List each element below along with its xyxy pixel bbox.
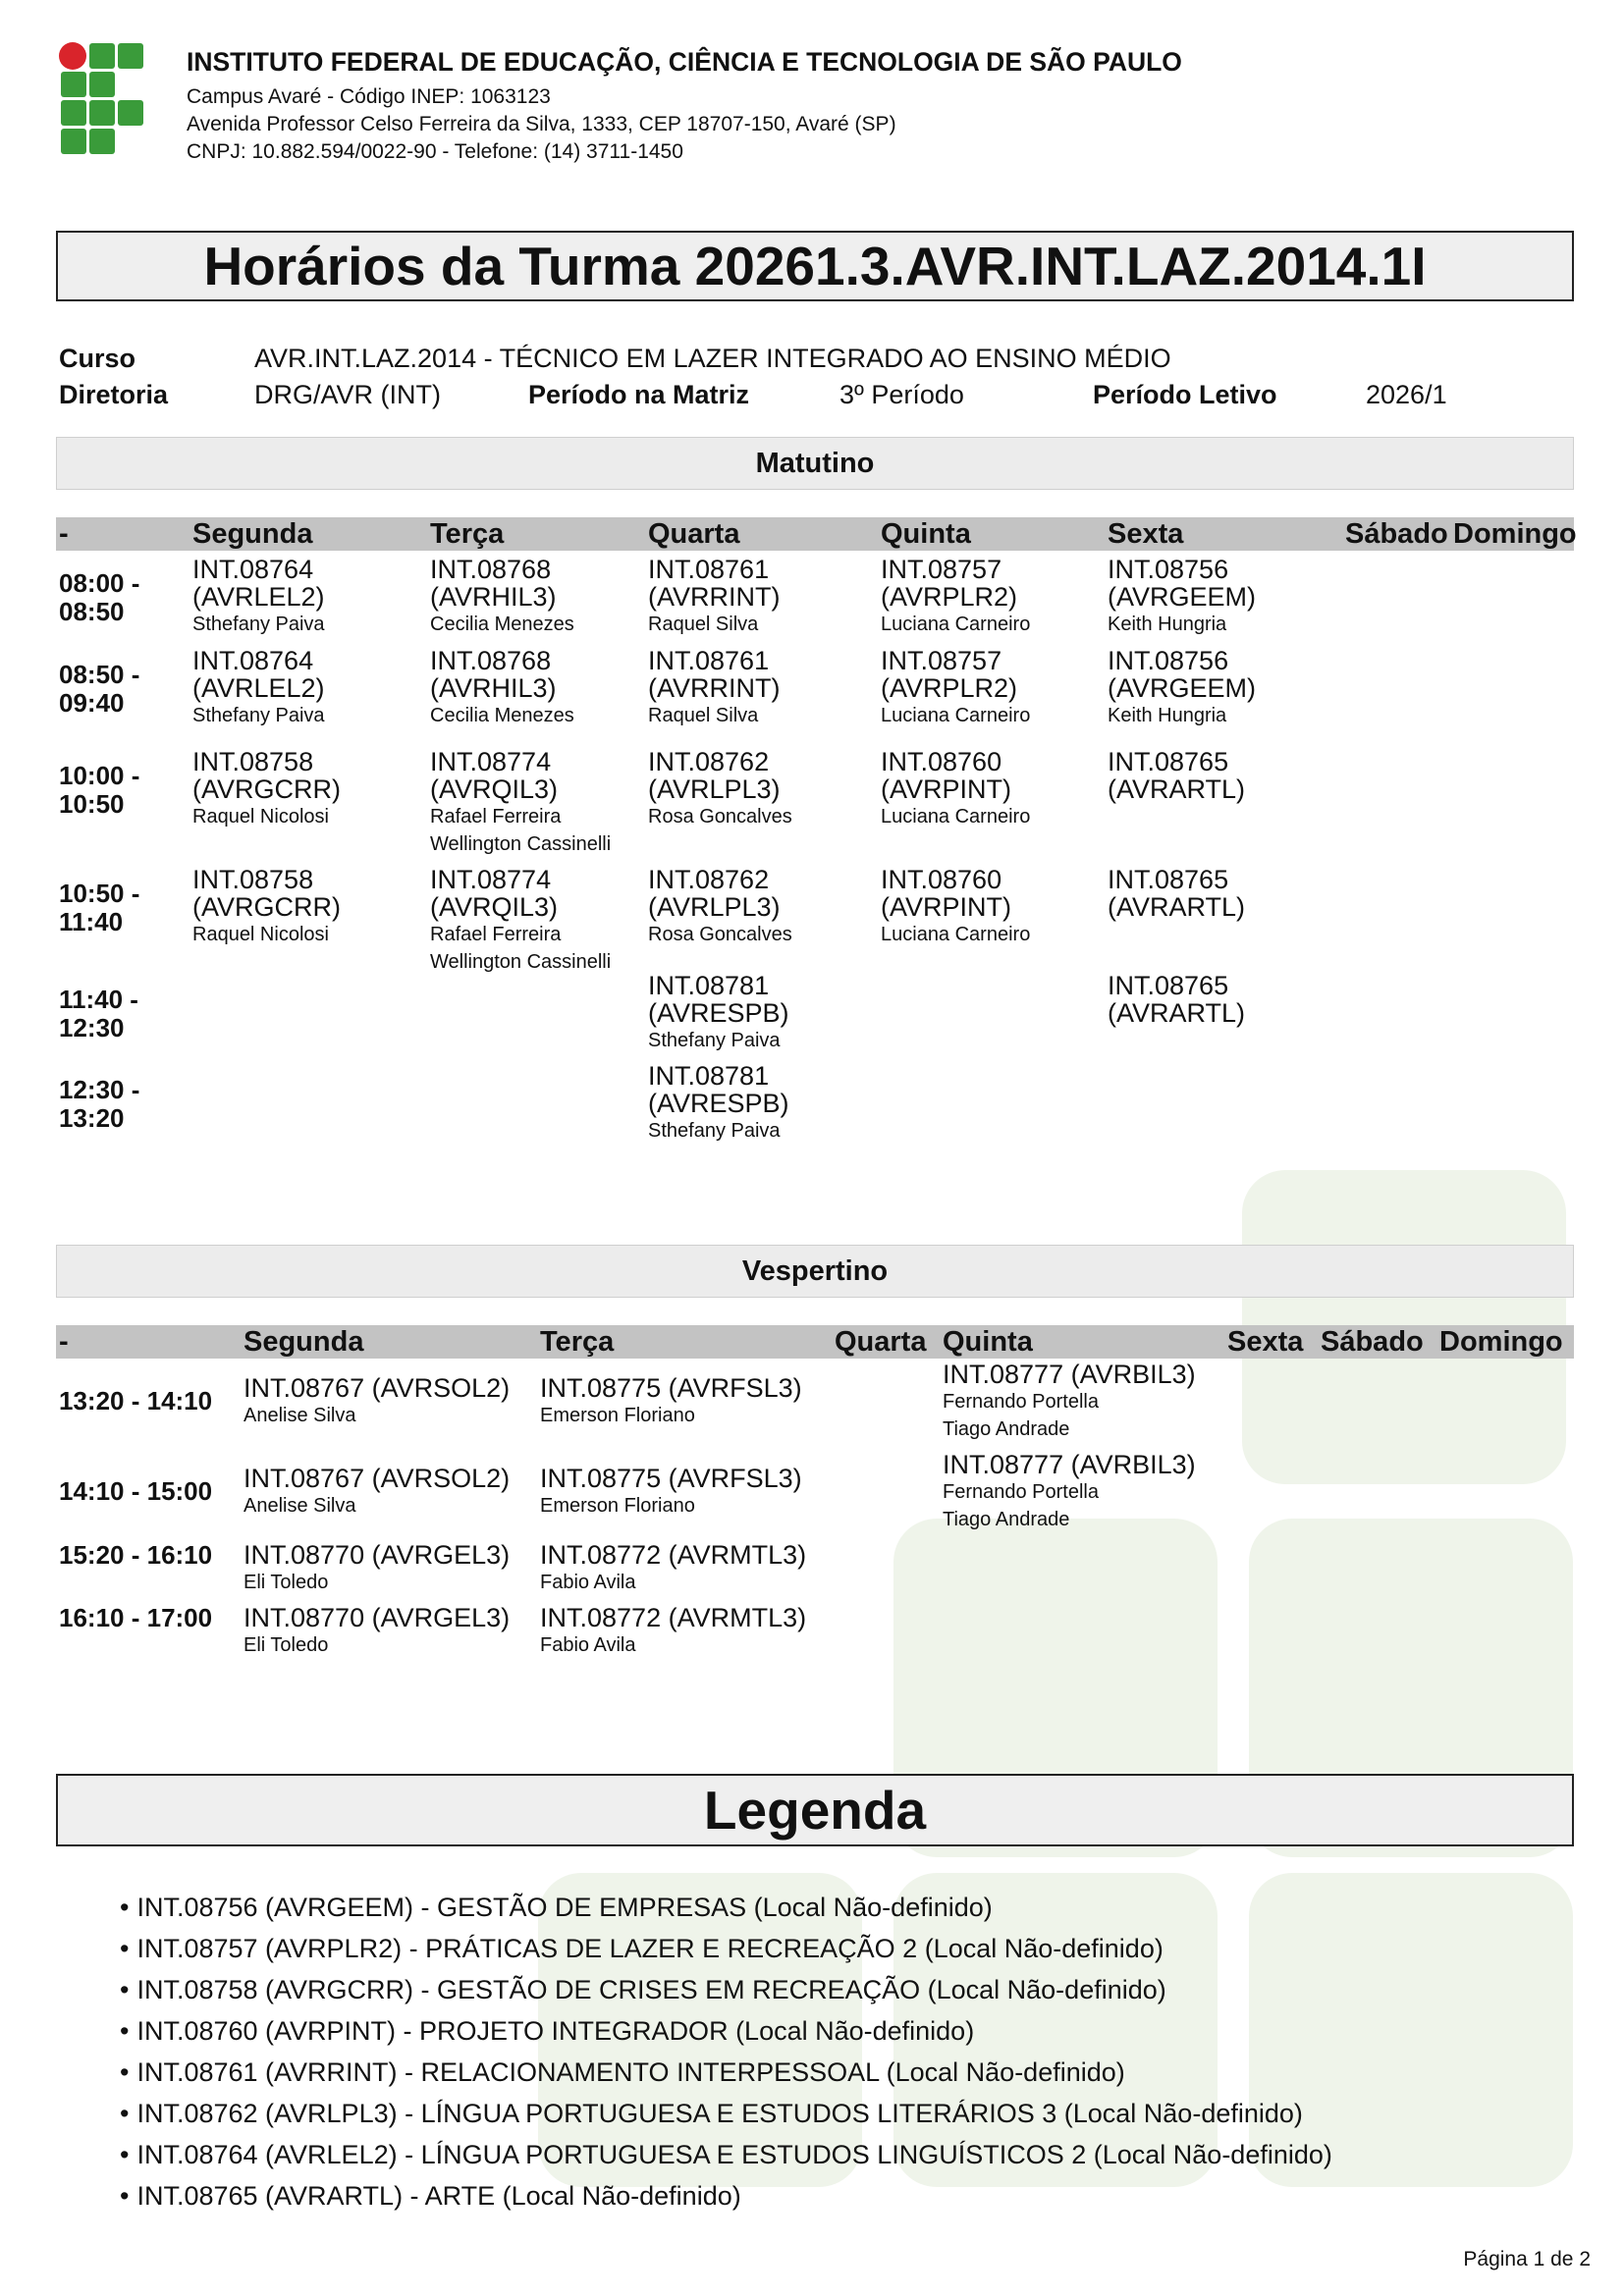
time-slot: 08:00 - 08:50 <box>59 568 140 626</box>
column-header-terça: Terça <box>430 518 505 550</box>
teacher-name: Rosa Goncalves <box>648 806 792 828</box>
teacher-name: Wellington Cassinelli <box>430 951 612 973</box>
address-line: Avenida Professor Celso Ferreira da Silva, 1333, CEP 18707-150, Avaré (SP) <box>187 113 896 135</box>
course-code: INT.08756 <box>1108 555 1229 584</box>
teacher-name: Keith Hungria <box>1108 614 1227 635</box>
course-code: INT.08781 <box>648 971 770 1000</box>
campus-line: Campus Avaré - Código INEP: 1063123 <box>187 85 551 108</box>
course-code: INT.08774 <box>430 747 552 776</box>
column-header-time: - <box>59 1326 69 1358</box>
time-slot: 10:50 - 11:40 <box>59 879 140 936</box>
teacher-name: Fabio Avila <box>540 1634 636 1656</box>
teacher-name: Rosa Goncalves <box>648 924 792 945</box>
time-slot: 16:10 - 17:00 <box>59 1603 213 1632</box>
course-code: INT.08757 <box>881 646 1002 675</box>
teacher-name: Luciana Carneiro <box>881 924 1031 945</box>
class-cell <box>430 866 611 976</box>
course-abbr: (AVRPINT) <box>881 892 1011 922</box>
course-code: INT.08758 <box>192 747 314 776</box>
column-header-segunda: Segunda <box>192 518 313 550</box>
teacher-name: Rafael Ferreira <box>430 806 562 828</box>
curso-label: Curso <box>59 344 136 373</box>
periodo-letivo-label: Período Letivo <box>1093 380 1277 409</box>
class-cell <box>244 1604 510 1659</box>
column-header-domingo: Domingo <box>1453 518 1577 550</box>
course-code: INT.08761 <box>648 646 770 675</box>
class-cell <box>648 748 792 830</box>
column-header-time: - <box>59 518 69 550</box>
teacher-name: Raquel Nicolosi <box>192 924 329 945</box>
time-slot: 10:00 - 10:50 <box>59 761 140 819</box>
course-code: INT.08777 (AVRBIL3) <box>943 1450 1196 1479</box>
teacher-name: Sthefany Paiva <box>648 1120 781 1142</box>
class-cell <box>943 1451 1196 1533</box>
class-cell <box>648 556 781 638</box>
class-cell <box>192 866 341 948</box>
teacher-name: Tiago Andrade <box>943 1509 1070 1530</box>
periodo-matriz-value: 3º Período <box>839 380 964 409</box>
institute-logo <box>57 41 143 153</box>
teacher-name: Fabio Avila <box>540 1572 636 1593</box>
diretoria-value: DRG/AVR (INT) <box>254 380 441 409</box>
class-cell <box>943 1361 1196 1443</box>
teacher-name: Emerson Floriano <box>540 1405 695 1426</box>
course-abbr: (AVRLPL3) <box>648 892 781 922</box>
course-code: INT.08767 (AVRSOL2) <box>244 1464 511 1493</box>
legend-item: • INT.08764 (AVRLEL2) - LÍNGUA PORTUGUESA E ESTUDOS LINGUÍSTICOS 2 (Local Não-definido) <box>120 2134 1332 2175</box>
column-header-terça: Terça <box>540 1326 615 1358</box>
course-abbr: (AVRPINT) <box>881 774 1011 804</box>
course-abbr: (AVRESPB) <box>648 998 789 1028</box>
column-header-segunda: Segunda <box>244 1326 364 1358</box>
institution-name: INSTITUTO FEDERAL DE EDUCAÇÃO, CIÊNCIA E TECNOLOGIA DE SÃO PAULO <box>187 47 1182 77</box>
teacher-name: Tiago Andrade <box>943 1418 1070 1440</box>
legend-item: • INT.08765 (AVRARTL) - ARTE (Local Não-definido) <box>120 2175 1332 2216</box>
teacher-name: Wellington Cassinelli <box>430 833 612 855</box>
teacher-name: Fernando Portella <box>943 1391 1099 1413</box>
course-abbr: (AVRPLR2) <box>881 673 1018 703</box>
time-slot: 12:30 - 13:20 <box>59 1075 140 1133</box>
class-cell <box>540 1465 802 1520</box>
class-cell <box>192 647 325 729</box>
teacher-name: Keith Hungria <box>1108 705 1227 726</box>
course-code: INT.08777 (AVRBIL3) <box>943 1360 1196 1389</box>
course-code: INT.08762 <box>648 865 770 894</box>
course-code: INT.08765 <box>1108 971 1229 1000</box>
teacher-name: Emerson Floriano <box>540 1495 695 1517</box>
class-cell <box>881 748 1030 830</box>
column-header-domingo: Domingo <box>1439 1326 1563 1358</box>
column-header-sábado: Sábado <box>1345 518 1448 550</box>
course-code: INT.08760 <box>881 747 1002 776</box>
class-cell <box>244 1541 510 1596</box>
course-code: INT.08772 (AVRMTL3) <box>540 1603 807 1632</box>
course-code: INT.08781 <box>648 1061 770 1091</box>
course-code: INT.08758 <box>192 865 314 894</box>
teacher-name: Sthefany Paiva <box>192 705 325 726</box>
teacher-name: Eli Toledo <box>244 1572 329 1593</box>
class-cell <box>540 1541 806 1596</box>
course-abbr: (AVRGEEM) <box>1108 673 1257 703</box>
course-abbr: (AVRQIL3) <box>430 892 559 922</box>
course-code: INT.08762 <box>648 747 770 776</box>
teacher-name: Sthefany Paiva <box>648 1030 781 1051</box>
course-code: INT.08761 <box>648 555 770 584</box>
course-abbr: (AVRHIL3) <box>430 582 557 612</box>
column-header-sexta: Sexta <box>1108 518 1184 550</box>
course-code: INT.08767 (AVRSOL2) <box>244 1373 511 1403</box>
teacher-name: Rafael Ferreira <box>430 924 562 945</box>
course-abbr: (AVRQIL3) <box>430 774 559 804</box>
column-header-quinta: Quinta <box>881 518 971 550</box>
class-cell <box>648 972 789 1054</box>
time-slot: 08:50 - 09:40 <box>59 660 140 718</box>
course-abbr: (AVRHIL3) <box>430 673 557 703</box>
course-code: INT.08774 <box>430 865 552 894</box>
course-abbr: (AVRRINT) <box>648 673 781 703</box>
teacher-name: Luciana Carneiro <box>881 705 1031 726</box>
class-cell <box>1108 866 1245 921</box>
teacher-name: Cecilia Menezes <box>430 705 574 726</box>
course-abbr: (AVRARTL) <box>1108 892 1246 922</box>
teacher-name: Luciana Carneiro <box>881 614 1031 635</box>
teacher-name: Eli Toledo <box>244 1634 329 1656</box>
class-cell <box>192 556 325 638</box>
column-header-sábado: Sábado <box>1321 1326 1424 1358</box>
column-header-quinta: Quinta <box>943 1326 1033 1358</box>
legend-item: • INT.08756 (AVRGEEM) - GESTÃO DE EMPRESAS (Local Não-definido) <box>120 1887 1332 1928</box>
vespertino-section-title: Vespertino <box>56 1245 1574 1298</box>
teacher-name: Fernando Portella <box>943 1481 1099 1503</box>
periodo-matriz-label: Período na Matriz <box>528 380 750 409</box>
legend-title: Legenda <box>56 1774 1574 1846</box>
class-cell <box>430 556 574 638</box>
teacher-name: Raquel Silva <box>648 705 759 726</box>
class-cell <box>1108 748 1245 803</box>
course-abbr: (AVRLEL2) <box>192 582 325 612</box>
class-cell <box>648 647 781 729</box>
teacher-name: Raquel Silva <box>648 614 759 635</box>
time-slot: 13:20 - 14:10 <box>59 1386 213 1415</box>
column-header-quarta: Quarta <box>648 518 740 550</box>
course-code: INT.08770 (AVRGEL3) <box>244 1540 511 1570</box>
class-cell <box>192 748 341 830</box>
time-slot: 11:40 - 12:30 <box>59 985 138 1042</box>
course-code: INT.08756 <box>1108 646 1229 675</box>
page-number: Página 1 de 2 <box>1463 2248 1591 2270</box>
teacher-name: Anelise Silva <box>244 1495 356 1517</box>
matutino-section-title: Matutino <box>56 437 1574 490</box>
course-code: INT.08760 <box>881 865 1002 894</box>
course-abbr: (AVRPLR2) <box>881 582 1018 612</box>
column-header-sexta: Sexta <box>1227 1326 1304 1358</box>
class-cell <box>540 1604 806 1659</box>
course-code: INT.08765 <box>1108 865 1229 894</box>
legend-item: • INT.08762 (AVRLPL3) - LÍNGUA PORTUGUESA E ESTUDOS LITERÁRIOS 3 (Local Não-definido) <box>120 2093 1332 2134</box>
course-code: INT.08770 (AVRGEL3) <box>244 1603 511 1632</box>
teacher-name: Cecilia Menezes <box>430 614 574 635</box>
class-cell <box>1108 647 1256 729</box>
course-abbr: (AVRGEEM) <box>1108 582 1257 612</box>
class-cell <box>540 1374 802 1429</box>
course-abbr: (AVRGCRR) <box>192 774 341 804</box>
teacher-name: Sthefany Paiva <box>192 614 325 635</box>
course-abbr: (AVRLEL2) <box>192 673 325 703</box>
time-slot: 15:20 - 16:10 <box>59 1540 213 1570</box>
legend-item: • INT.08758 (AVRGCRR) - GESTÃO DE CRISES EM RECREAÇÃO (Local Não-definido) <box>120 1969 1332 2010</box>
class-cell <box>648 1062 789 1145</box>
course-code: INT.08775 (AVRFSL3) <box>540 1373 802 1403</box>
course-code: INT.08775 (AVRFSL3) <box>540 1464 802 1493</box>
institution-header <box>187 47 1182 166</box>
course-code: INT.08764 <box>192 555 314 584</box>
legend-item: • INT.08760 (AVRPINT) - PROJETO INTEGRADOR (Local Não-definido) <box>120 2010 1332 2052</box>
course-code: INT.08757 <box>881 555 1002 584</box>
course-code: INT.08768 <box>430 646 552 675</box>
course-abbr: (AVRRINT) <box>648 582 781 612</box>
class-cell <box>1108 972 1245 1027</box>
legend-item: • INT.08761 (AVRRINT) - RELACIONAMENTO INTERPESSOAL (Local Não-definido) <box>120 2052 1332 2093</box>
legend-item: • INT.08757 (AVRPLR2) - PRÁTICAS DE LAZER E RECREAÇÃO 2 (Local Não-definido) <box>120 1928 1332 1969</box>
course-code: INT.08764 <box>192 646 314 675</box>
time-slot: 14:10 - 15:00 <box>59 1476 213 1506</box>
class-cell <box>881 556 1030 638</box>
contact-line: CNPJ: 10.882.594/0022-90 - Telefone: (14) 3711-1450 <box>187 140 683 163</box>
diretoria-label: Diretoria <box>59 380 169 409</box>
course-abbr: (AVRARTL) <box>1108 774 1246 804</box>
class-cell <box>881 866 1030 948</box>
course-abbr: (AVRGCRR) <box>192 892 341 922</box>
class-cell <box>244 1465 510 1520</box>
teacher-name: Anelise Silva <box>244 1405 356 1426</box>
course-code: INT.08765 <box>1108 747 1229 776</box>
teacher-name: Luciana Carneiro <box>881 806 1031 828</box>
class-cell <box>430 748 611 858</box>
course-code: INT.08772 (AVRMTL3) <box>540 1540 807 1570</box>
curso-value: AVR.INT.LAZ.2014 - TÉCNICO EM LAZER INTEGRADO AO ENSINO MÉDIO <box>254 344 1171 373</box>
course-abbr: (AVRARTL) <box>1108 998 1246 1028</box>
periodo-letivo-value: 2026/1 <box>1366 380 1447 409</box>
class-cell <box>881 647 1030 729</box>
course-code: INT.08768 <box>430 555 552 584</box>
class-cell <box>430 647 574 729</box>
class-cell <box>244 1374 510 1429</box>
page-title: Horários da Turma 20261.3.AVR.INT.LAZ.2014.1I <box>56 231 1574 301</box>
teacher-name: Raquel Nicolosi <box>192 806 329 828</box>
class-cell <box>648 866 792 948</box>
course-abbr: (AVRLPL3) <box>648 774 781 804</box>
legend-list <box>120 1887 1332 2216</box>
course-abbr: (AVRESPB) <box>648 1089 789 1118</box>
column-header-quarta: Quarta <box>835 1326 927 1358</box>
class-cell <box>1108 556 1256 638</box>
